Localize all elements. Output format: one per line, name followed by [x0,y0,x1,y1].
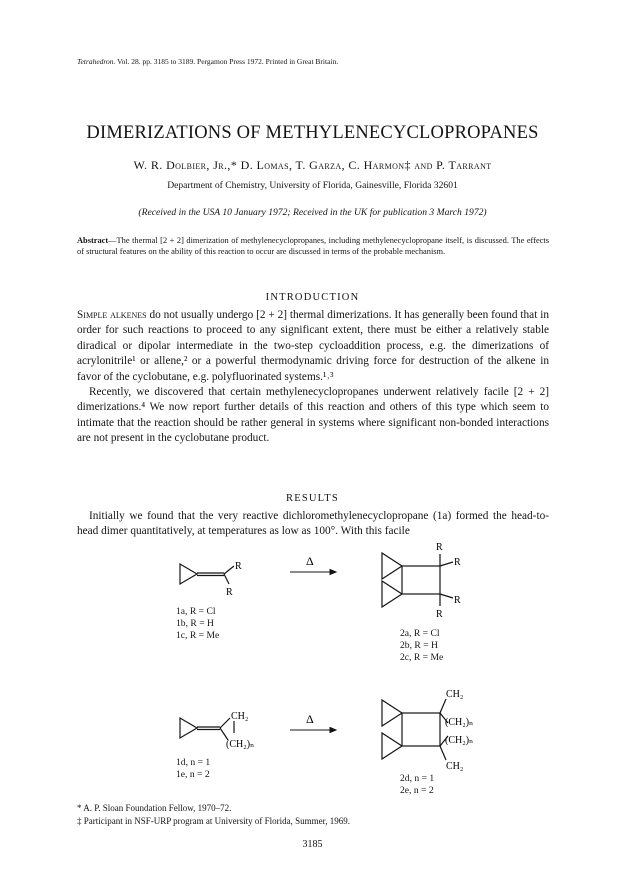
reaction-arrow [290,728,336,733]
section-heading-results: RESULTS [286,493,339,504]
author-list: W. R. Dolbier, Jr.,* D. Lomas, T. Garza, C. Harmon‡ and P. Tarrant [133,158,492,172]
footnote-nsf-participant: ‡ Participant in NSF-URP program at University of Florida, Summer, 1969. [77,816,351,826]
heat-symbol: Δ [306,554,314,568]
introduction-paragraph-2: Recently, we discovered that certain methylenecyclopropanes underwent relatively facile [2 + 2] dimerizations.⁴ We now report further details of this reaction and others of this type which seem to intimate that the reaction should be rather general in systems where significant non-bonded interactions are not present in the cyclobutane product. [77,386,549,445]
compound-labels-1d-1e [176,757,210,781]
reactant-ch2: CH₂ [231,711,249,722]
lead-in: Simple alkenes [77,309,147,321]
product-r-lower-right: R [454,595,461,606]
article-title: DIMERIZATIONS OF METHYLENECYCLOPROPANES [86,123,539,143]
cyclobutane-dimer-2d-structure [382,699,448,760]
reactant-r-lower: R [226,587,233,598]
methylenecyclopropane-1-structure [180,564,234,584]
spiro-methylenecyclopropane-1-structure [180,718,234,740]
page-number: 3185 [302,839,323,850]
compound-label: 2d, n = 1 [400,773,435,784]
introduction-body [77,308,549,447]
reaction-scheme-1 [0,535,625,685]
compound-label: 1e, n = 2 [176,769,210,780]
journal-name: Tetrahedron. [77,57,116,66]
cyclobutane-dimer-2-structure [382,553,453,607]
compound-label: 1c, R = Me [176,630,220,641]
compound-label: 1d, n = 1 [176,757,211,768]
results-paragraph-1: Initially we found that the very reactive dichloromethylenecyclopropane (1a) formed the head-to-head dimer quantitatively, at temperatures as low as 100°. With this facile [77,510,549,538]
product-ch2-bottom: CH₂ [446,761,464,772]
product-chain-lower: (CH₂)ₙ [445,735,474,746]
reactant-chain: (CH₂)ₙ [226,739,255,750]
abstract-text: —The thermal [2 + 2] dimerization of methylenecyclopropanes, including methylenecyclopropane itself, is discussed. The effects of structural features on the ability of this reaction to occur are discussed in terms of the probable mechanism. [77,236,549,257]
product-r-upper-right: R [454,557,461,568]
compound-labels-2a-2c [400,628,443,664]
compound-label: 2e, n = 2 [400,785,434,796]
footnote-author-fellowship: * A. P. Sloan Foundation Fellow, 1970–72. [77,803,232,813]
affiliation: Department of Chemistry, University of Florida, Gainesville, Florida 32601 [167,180,458,191]
compound-labels-2d-2e [400,773,434,797]
reactant-r-upper: R [235,561,242,572]
received-dates: (Received in the USA 10 January 1972; Received in the UK for publication 3 March 1972) [138,207,487,218]
abstract [77,235,549,258]
introduction-paragraph-1: Simple alkenes do not usually undergo [2 + 2] thermal dimerizations. It has generally been found that in order for such reactions to proceed to any significant extent, there must be either a relatively stable diradical or dipolar intermediate in the two-step cycloaddition process, e.g. the dimerizations of acrylonitrile¹ or allene,² or a powerful thermodynamic driving force for destruction of the alkene in favor of the cyclobutane, e.g. polyfluorinated systems.¹˒³ [77,309,549,383]
footnotes [77,802,350,828]
compound-label: 1a, R = Cl [176,606,216,617]
compound-label: 1b, R = H [176,618,214,629]
product-r-top: R [436,542,443,553]
abstract-label: Abstract [77,236,109,245]
section-heading-introduction: INTRODUCTION [265,292,360,303]
journal-citation [77,57,338,66]
compound-labels-1a-1c [176,606,219,642]
journal-details: Vol. 28. pp. 3185 to 3189. Pergamon Press 1972. Printed in Great Britain. [117,57,339,66]
product-chain-upper: (CH₂)ₙ [445,717,474,728]
compound-label: 2b, R = H [400,640,438,651]
reaction-arrow [290,570,336,575]
product-ch2-top: CH₂ [446,689,464,700]
compound-label: 2c, R = Me [400,652,444,663]
reaction-scheme-2 [0,685,625,803]
compound-label: 2a, R = Cl [400,628,440,639]
heat-symbol: Δ [306,712,314,726]
product-r-bottom: R [436,609,443,620]
